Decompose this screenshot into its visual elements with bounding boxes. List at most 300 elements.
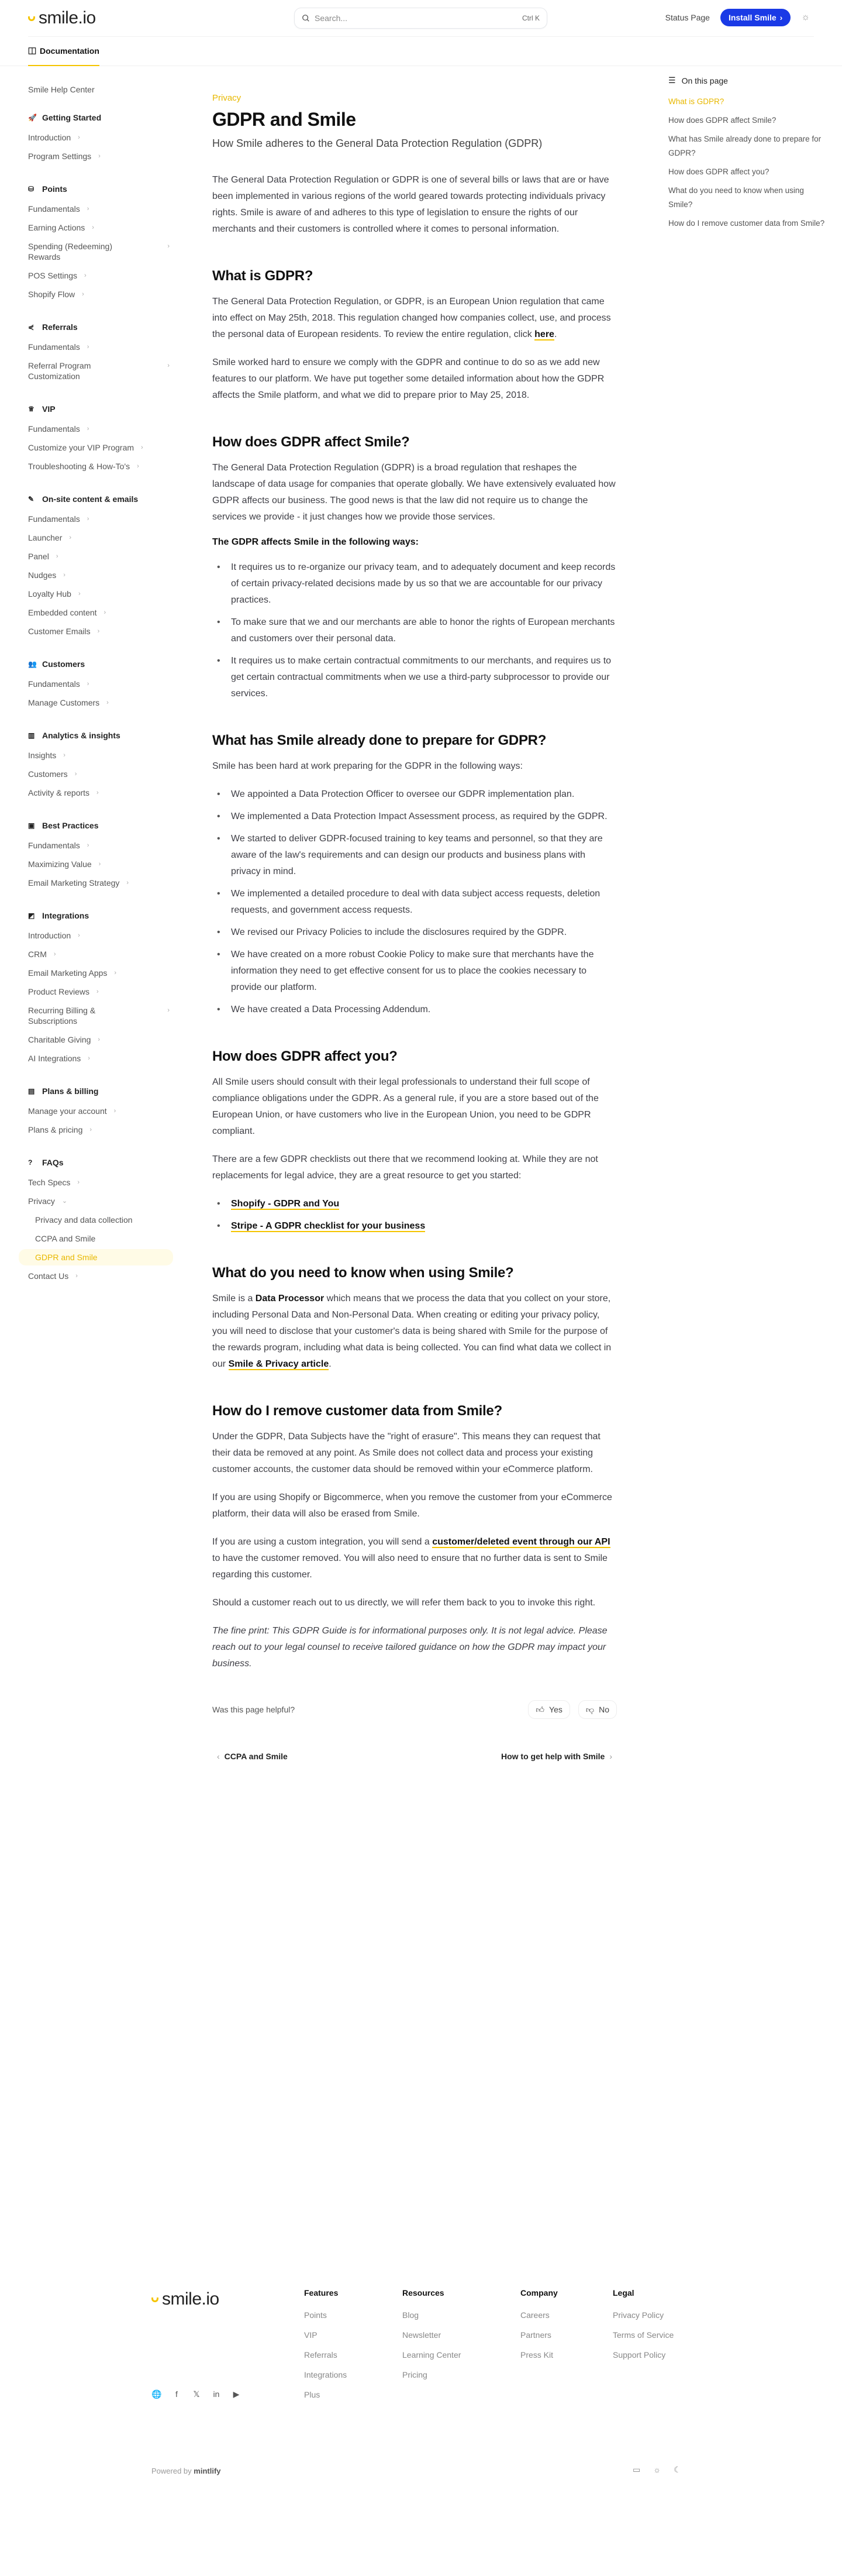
sidebar-item-label: POS Settings — [28, 271, 78, 280]
chevron-right-icon: › — [78, 134, 80, 141]
footer-column-title: Resources — [402, 2288, 444, 2298]
inline-link[interactable]: here — [534, 329, 554, 339]
text: We started to deliver GDPR-focused training to key teams and personnel, so that they are aware of the law's requirements and can design our products and business plans with privacy in mind. — [231, 834, 603, 876]
install-smile-button[interactable] — [720, 9, 791, 26]
sidebar-item[interactable] — [28, 529, 170, 546]
powered-prefix: Powered by — [151, 2467, 192, 2475]
list-item — [212, 1218, 617, 1234]
paragraph — [212, 1429, 617, 1478]
breadcrumb-category: Privacy — [212, 93, 241, 103]
smile-logo-icon — [28, 16, 35, 21]
sidebar-section — [28, 659, 170, 711]
chevron-right-icon: › — [98, 861, 101, 868]
sidebar-item-label: Plans & pricing — [28, 1125, 83, 1134]
sidebar-item-label: Customers — [28, 769, 68, 779]
sidebar-subitem[interactable]: GDPR and Smile — [19, 1249, 173, 1265]
article-body — [212, 172, 617, 1672]
footer-link[interactable]: Blog — [402, 2310, 419, 2320]
sidebar-item-label: Email Marketing Apps — [28, 968, 108, 978]
sidebar-item[interactable] — [28, 219, 170, 236]
text: We implemented a Data Protection Impact Assessment process, as required by the GDPR. — [231, 811, 608, 821]
text: Smile is a — [212, 1294, 256, 1304]
sidebar-section-title: Points — [42, 184, 67, 194]
paragraph — [212, 1291, 617, 1373]
sidebar-section-title: Integrations — [42, 911, 89, 920]
sidebar-item-label: Embedded content — [28, 608, 97, 617]
top-header — [0, 0, 842, 36]
receipt-icon: ▤ — [28, 1087, 35, 1095]
sidebar-subitem[interactable]: Privacy and data collection — [35, 1215, 133, 1225]
linkedin-icon[interactable]: in — [213, 2389, 220, 2399]
footer-link[interactable]: Support Policy — [613, 2350, 666, 2360]
coins-icon: ⛁ — [28, 185, 34, 193]
pen-icon: ✎ — [28, 495, 34, 503]
list-item — [212, 1002, 617, 1018]
sidebar-section-title: Best Practices — [42, 821, 99, 830]
section-heading: What is GDPR? — [212, 268, 313, 284]
list-item — [212, 559, 617, 608]
text: Smile has been hard at work preparing for the GDPR in the following ways: — [212, 761, 523, 771]
footer — [0, 2266, 842, 2576]
sidebar-item-label: Introduction — [28, 931, 71, 940]
x-icon[interactable]: 𝕏 — [193, 2389, 200, 2399]
chevron-right-icon: › — [167, 243, 170, 250]
sidebar-item[interactable] — [28, 201, 170, 217]
feedback-yes-button[interactable] — [528, 1700, 570, 1719]
footer-column — [613, 2288, 674, 2370]
chevron-right-icon: › — [69, 534, 72, 541]
chevron-right-icon: › — [141, 444, 143, 451]
footer-column — [402, 2288, 461, 2390]
footer-column — [304, 2288, 347, 2410]
chevron-right-icon: › — [78, 590, 81, 597]
chevron-right-icon: › — [113, 1108, 116, 1115]
sidebar-section-header — [28, 731, 170, 740]
footer-brand-logo[interactable] — [151, 2289, 219, 2309]
section-heading: What has Smile already done to prepare for GDPR? — [212, 732, 547, 748]
globe-icon[interactable]: 🌐 — [151, 2389, 162, 2399]
sidebar-item-label: Fundamentals — [28, 204, 80, 214]
text: to have the customer removed. You will also need to ensure that no further data is sent to Smile regarding this customer. — [212, 1553, 608, 1580]
text: We revised our Privacy Policies to include the disclosures required by the GDPR. — [231, 927, 567, 937]
sidebar-item-label: Manage Customers — [28, 698, 100, 707]
sidebar-section-title: On-site content & emails — [42, 494, 139, 504]
sidebar-item[interactable] — [28, 837, 170, 854]
article — [212, 93, 617, 1761]
chevron-right-icon: › — [609, 1752, 612, 1761]
paragraph — [212, 294, 617, 343]
search-input[interactable] — [294, 8, 547, 29]
footer-link[interactable]: Terms of Service — [613, 2330, 674, 2340]
bullet-list — [212, 559, 617, 702]
paragraph — [212, 1490, 617, 1522]
sidebar-section-title: VIP — [42, 404, 56, 414]
section-heading: What do you need to know when using Smile? — [212, 1265, 514, 1281]
sidebar-item-label: Referral Program Customization — [28, 361, 91, 381]
text: If you are using Shopify or Bigcommerce, when you remove the customer from your eCommerce platform, their data will also be erased from Smile. — [212, 1492, 612, 1519]
list-item — [212, 809, 617, 825]
page-subtitle: How Smile adheres to the General Data Protection Regulation (GDPR) — [212, 137, 543, 149]
page-layout — [0, 66, 842, 2266]
chevron-right-icon: › — [53, 951, 56, 958]
text: It requires us to re-organize our privacy team, and to adequately document and keep records of certain privacy-related decisions made by us so that we are accountable for our privacy practices. — [231, 562, 616, 605]
paragraph — [212, 172, 617, 238]
inline-link[interactable]: Shopify - GDPR and You — [231, 1199, 340, 1209]
bold-text: Data Processor — [255, 1294, 325, 1304]
list-item — [212, 924, 617, 941]
sidebar-item-label: Maximizing Value — [28, 859, 92, 869]
text: Should a customer reach out to us directly, we will refer them back to you to invoke this right. — [212, 1598, 596, 1608]
chevron-right-icon: › — [87, 680, 89, 687]
powered-brand: mintlify — [194, 2467, 221, 2475]
smile-logo-icon — [151, 2298, 158, 2302]
sidebar-item[interactable] — [28, 129, 170, 146]
footer-column-title: Legal — [613, 2288, 634, 2298]
chevron-down-icon: ⌄ — [61, 1198, 68, 1205]
footer-link[interactable]: Press Kit — [520, 2350, 554, 2360]
toc-link[interactable]: How does GDPR affect you? — [668, 167, 769, 176]
powered-by[interactable] — [151, 2467, 221, 2475]
text: . — [329, 1359, 332, 1369]
sidebar-section-header — [28, 911, 170, 920]
facebook-icon[interactable]: f — [175, 2389, 178, 2399]
text: The General Data Protection Regulation or GDPR is one of several bills or laws that are or have been implemented in various regions of the world geared towards protecting individuals privacy rights. Smile is aware of and adheres to this type of legislation to ensure the rights of our merchants and their customers is controlled where it comes to personal information. — [212, 175, 609, 234]
list-item — [212, 653, 617, 702]
puzzle-icon: ◩ — [28, 912, 35, 920]
toc-link[interactable]: How do I remove customer data from Smile? — [668, 219, 825, 228]
toc-link[interactable]: How does GDPR affect Smile? — [668, 116, 777, 125]
sidebar-section — [28, 494, 170, 639]
sidebar-item[interactable] — [28, 357, 170, 384]
sidebar-section-header — [28, 1086, 170, 1096]
sidebar-item-label: CRM — [28, 950, 47, 959]
sidebar-item[interactable] — [28, 548, 170, 565]
yes-label: Yes — [549, 1705, 563, 1714]
list-item — [212, 831, 617, 880]
sidebar-item[interactable] — [28, 1174, 170, 1191]
fine-print — [212, 1623, 617, 1672]
inline-link[interactable]: Smile & Privacy article — [228, 1359, 329, 1369]
chevron-right-icon: › — [87, 515, 89, 522]
sidebar-item[interactable] — [28, 421, 170, 437]
chevron-right-icon: › — [87, 842, 89, 849]
sidebar-item-label: Launcher — [28, 533, 63, 542]
toc-title: On this page — [681, 75, 728, 85]
chevron-right-icon: › — [92, 224, 94, 231]
chevron-right-icon: › — [89, 1126, 92, 1133]
sidebar-item[interactable] — [28, 439, 170, 456]
install-label: Install Smile — [728, 13, 777, 22]
moon-icon[interactable]: ☾ — [674, 2465, 681, 2474]
inline-link[interactable]: Stripe - A GDPR checklist for your business — [231, 1221, 426, 1231]
sidebar-item[interactable] — [28, 676, 170, 692]
sidebar-item-label: Recurring Billing & Subscriptions — [28, 1006, 96, 1026]
section-heading: How do I remove customer data from Smile? — [212, 1403, 502, 1419]
chevron-right-icon: › — [106, 699, 109, 706]
sidebar-section-title: Plans & billing — [42, 1086, 99, 1096]
footer-brand-name: smile.io — [162, 2289, 219, 2309]
sidebar-item-label: Earning Actions — [28, 223, 85, 232]
sidebar-item-label: Contact Us — [28, 1271, 69, 1281]
nav-tabs — [28, 36, 814, 66]
chevron-right-icon: › — [126, 879, 129, 886]
sidebar-section — [28, 184, 170, 302]
sidebar-item[interactable] — [28, 785, 170, 801]
footer-link[interactable]: Privacy Policy — [613, 2310, 664, 2320]
sidebar-item-label: Fundamentals — [28, 424, 80, 434]
crown-icon: ♕ — [28, 405, 34, 413]
sidebar-item[interactable] — [28, 339, 170, 355]
sidebar-item[interactable] — [28, 567, 170, 583]
sidebar-item-label: Customer Emails — [28, 627, 91, 636]
paragraph — [212, 758, 617, 775]
chevron-right-icon: › — [56, 553, 58, 560]
footer-link[interactable]: Learning Center — [402, 2350, 461, 2360]
footer-link[interactable]: Referrals — [304, 2350, 337, 2360]
text: which means that we process the data that you collect on your store, including Personal Data and Non-Personal Data. When creating or editing your privacy policy, you will need to disclose that your customer's data is being shared with Smile for the purpose of the rewards program, including what data is being collected. You can find what data we collect in our — [212, 1294, 612, 1369]
rocket-icon: 🚀 — [28, 114, 37, 122]
inline-link[interactable]: customer/deleted event through our API — [432, 1537, 610, 1547]
thumbs-up-icon: 👍︎ — [536, 1704, 545, 1714]
chevron-right-icon: › — [96, 988, 99, 995]
sidebar-item[interactable] — [28, 983, 170, 1000]
next-page-label: How to get help with Smile — [501, 1752, 605, 1761]
chevron-right-icon: › — [167, 1007, 170, 1014]
chevron-right-icon: › — [78, 932, 80, 939]
chevron-right-icon: › — [84, 272, 87, 279]
toc-link[interactable]: What has Smile already done to prepare for GDPR? — [668, 135, 822, 157]
list-icon: ☰ — [668, 75, 676, 85]
sidebar-item[interactable] — [28, 148, 170, 164]
sidebar-item-label: Activity & reports — [28, 788, 90, 797]
sidebar-item[interactable] — [28, 856, 170, 872]
chevron-right-icon: › — [87, 343, 89, 350]
next-page-link[interactable] — [501, 1752, 617, 1761]
text: We implemented a detailed procedure to deal with data subject access requests, deletion requests, and government access requests. — [231, 889, 601, 915]
footer-column-title: Company — [520, 2288, 558, 2298]
sidebar-section — [28, 404, 170, 474]
sidebar-item-label: Manage your account — [28, 1106, 107, 1116]
sidebar-item[interactable] — [28, 1122, 170, 1138]
footer-column — [520, 2288, 558, 2370]
brand-name: smile.io — [39, 8, 96, 27]
youtube-icon[interactable]: ▶ — [233, 2389, 240, 2399]
chart-icon: ▥ — [28, 731, 35, 740]
book-icon — [28, 47, 36, 55]
sidebar-section — [28, 322, 170, 384]
search-placeholder: Search... — [315, 13, 348, 23]
sidebar-section-header — [28, 184, 170, 194]
list-item — [212, 614, 617, 647]
pagination — [212, 1752, 617, 1761]
sidebar-item-label: Loyalty Hub — [28, 589, 71, 599]
page-title: GDPR and Smile — [212, 109, 356, 130]
footer-link[interactable]: Partners — [520, 2330, 551, 2340]
toc-link[interactable]: What do you need to know when using Smile? — [668, 186, 804, 209]
chevron-right-icon: › — [103, 609, 106, 616]
footer-link[interactable]: VIP — [304, 2330, 318, 2340]
status-page-link[interactable]: Status Page — [665, 13, 710, 22]
text: There are a few GDPR checklists out there that we recommend looking at. While they are not replacements for legal advice, they are a great resource to get you started: — [212, 1154, 598, 1181]
text: The fine print: This GDPR Guide is for informational purposes only. It is not legal advice. Please reach out to your legal counsel to receive tailored guidance on how the GDPR may impact your business. — [212, 1626, 608, 1669]
sidebar-item-label: Insights — [28, 751, 57, 760]
sidebar-section — [28, 731, 170, 801]
paragraph — [212, 460, 617, 525]
chevron-right-icon: › — [74, 771, 77, 778]
sidebar-item[interactable] — [28, 1031, 170, 1048]
paragraph — [212, 1151, 617, 1184]
help-circle-icon: ? — [28, 1158, 33, 1167]
chevron-right-icon: › — [87, 425, 89, 432]
sidebar-section — [28, 821, 170, 891]
paragraph — [212, 1534, 617, 1583]
chevron-right-icon: › — [87, 205, 89, 212]
monitor-icon[interactable]: ▭ — [633, 2465, 641, 2474]
search-shortcut: Ctrl K — [522, 14, 540, 22]
sidebar-section-title: Customers — [42, 659, 85, 669]
paragraph — [212, 355, 617, 404]
sidebar-item[interactable] — [28, 267, 170, 284]
feedback-no-button[interactable] — [578, 1700, 617, 1719]
sidebar-item[interactable] — [28, 965, 170, 981]
footer-link[interactable]: Careers — [520, 2310, 550, 2320]
list-item — [212, 947, 617, 996]
text: All Smile users should consult with their legal professionals to understand their full scope of compliance obligations under the GDPR. As a general rule, if you are a store based out of the European Union, or have customers who live in the European Union, you need to be GDPR compliant. — [212, 1077, 599, 1136]
theme-switcher — [633, 2465, 681, 2475]
sidebar — [28, 85, 170, 1304]
chevron-right-icon: › — [75, 1272, 78, 1280]
text: It requires us to make certain contractual commitments to our merchants, and requires us to get certain contractual commitments when we use a third-party subprocessor to provide our services. — [231, 656, 612, 699]
sidebar-item-label: Program Settings — [28, 152, 92, 161]
brand-logo[interactable] — [28, 8, 96, 28]
chevron-right-icon: › — [82, 291, 84, 298]
tab-label: Documentation — [40, 46, 99, 56]
text: We have created on a more robust Cookie Policy to make sure that merchants have the information they need to get effective consent for us to place the cookies necessary to provide our platform. — [231, 950, 594, 992]
chevron-right-icon: › — [63, 752, 65, 759]
footer-link[interactable]: Pricing — [402, 2370, 427, 2379]
sidebar-item[interactable] — [28, 286, 170, 302]
sidebar-section-header — [28, 322, 170, 332]
footer-link[interactable]: Points — [304, 2310, 327, 2320]
thumbs-down-icon: 👎︎ — [585, 1704, 595, 1714]
search-icon — [302, 14, 310, 22]
sidebar-item-label: Panel — [28, 552, 49, 561]
sidebar-item[interactable] — [28, 623, 170, 639]
sidebar-subitem[interactable]: CCPA and Smile — [35, 1234, 96, 1243]
sidebar-section — [28, 113, 170, 164]
sidebar-section — [28, 1158, 170, 1284]
chevron-right-icon: › — [88, 1055, 90, 1062]
sidebar-item-label: Privacy — [28, 1196, 55, 1206]
sidebar-item-label: Introduction — [28, 133, 71, 142]
sidebar-item-label: Shopify Flow — [28, 290, 75, 299]
text: Under the GDPR, Data Subjects have the "right of erasure". This means they can request that their data be removed at any point. As Smile does not collect data and process your existing customer accounts, the customer data should be removed within your eCommerce platform. — [212, 1432, 601, 1474]
footer-link[interactable]: Newsletter — [402, 2330, 441, 2340]
list-item — [212, 886, 617, 919]
sidebar-item-label: Email Marketing Strategy — [28, 878, 120, 888]
chevron-right-icon: › — [77, 1179, 80, 1186]
sidebar-section-header — [28, 494, 170, 504]
sidebar-item-label: Customize your VIP Program — [28, 443, 134, 452]
text: . — [554, 329, 557, 339]
paragraph — [212, 1074, 617, 1140]
bullet-list — [212, 1196, 617, 1234]
list-item — [212, 786, 617, 803]
sidebar-section-header — [28, 404, 170, 414]
sidebar-item-label: Fundamentals — [28, 841, 80, 850]
tab-documentation[interactable] — [28, 44, 99, 66]
paragraph — [212, 1595, 617, 1611]
toc-link[interactable]: What is GDPR? — [668, 97, 724, 106]
sidebar-item-label: Tech Specs — [28, 1178, 71, 1187]
sidebar-section-header — [28, 1158, 170, 1167]
bullet-list — [212, 786, 617, 1018]
sidebar-item-label: Fundamentals — [28, 514, 80, 524]
text: We have created a Data Processing Addendum. — [231, 1005, 431, 1014]
sidebar-section-title: FAQs — [42, 1158, 64, 1167]
sidebar-item[interactable] — [28, 946, 170, 962]
sidebar-item-label: Nudges — [28, 570, 57, 580]
sidebar-item[interactable] — [28, 1103, 170, 1119]
feedback-bar — [212, 1700, 617, 1719]
text: Smile worked hard to ensure we comply with the GDPR and continue to do so as we add new features to our platform. We have put together some detailed information about how the GDPR affects the Smile platform, and what we did to prepare prior to May 25, 2018. — [212, 357, 605, 400]
chevron-right-icon: › — [98, 1036, 101, 1043]
sidebar-section-title: Referrals — [42, 322, 78, 332]
sidebar-item[interactable] — [28, 458, 170, 474]
chevron-right-icon: › — [63, 572, 65, 579]
sidebar-item[interactable] — [28, 511, 170, 527]
sidebar-item[interactable] — [28, 875, 170, 891]
chevron-right-icon: › — [114, 969, 117, 976]
sidebar-item[interactable] — [28, 1268, 170, 1284]
text: To make sure that we and our merchants are able to honor the rights of European merchants and customers over their personal data. — [231, 617, 615, 644]
text: We appointed a Data Protection Officer to oversee our GDPR implementation plan. — [231, 789, 575, 799]
share-icon: ⋞ — [28, 323, 34, 331]
sidebar-section-header — [28, 113, 170, 122]
sidebar-section — [28, 1086, 170, 1138]
chevron-right-icon: › — [779, 13, 783, 22]
text: The General Data Protection Regulation, or GDPR, is an European Union regulation that came into effect on May 25th, 2018. This regulation changed how companies collect, use, and process the personal data of European residents. To review the entire regulation, click — [212, 297, 611, 339]
sidebar-item[interactable] — [28, 1002, 170, 1029]
prev-page-link[interactable] — [212, 1752, 288, 1761]
sidebar-item[interactable] — [28, 586, 170, 602]
sidebar-item-label: Product Reviews — [28, 987, 90, 996]
chevron-left-icon: ‹ — [217, 1752, 220, 1761]
section-heading: How does GDPR affect Smile? — [212, 434, 410, 450]
footer-link[interactable]: Integrations — [304, 2370, 347, 2379]
image-icon: ▣ — [28, 821, 35, 830]
chevron-right-icon: › — [96, 789, 99, 796]
text: If you are using a custom integration, you will send a — [212, 1537, 433, 1547]
footer-link[interactable]: Plus — [304, 2390, 320, 2399]
sidebar-item[interactable] — [28, 747, 170, 763]
sidebar-item[interactable] — [28, 694, 170, 711]
list-item — [212, 1196, 617, 1212]
sun-icon[interactable]: ☼ — [653, 2465, 661, 2474]
sidebar-item[interactable] — [28, 604, 170, 621]
chevron-right-icon: › — [167, 362, 170, 369]
sidebar-item[interactable] — [28, 1050, 170, 1067]
subheading: The GDPR affects Smile in the following ways: — [212, 537, 419, 547]
sidebar-item[interactable] — [28, 927, 170, 944]
sidebar-item[interactable] — [28, 1193, 170, 1209]
prev-page-label: CCPA and Smile — [224, 1752, 288, 1761]
sidebar-item[interactable] — [28, 238, 170, 265]
sidebar-help-center-link[interactable]: Smile Help Center — [28, 85, 95, 94]
sidebar-item[interactable] — [28, 766, 170, 782]
theme-toggle-sun-icon[interactable]: ☼ — [801, 12, 810, 22]
chevron-right-icon: › — [97, 628, 100, 635]
